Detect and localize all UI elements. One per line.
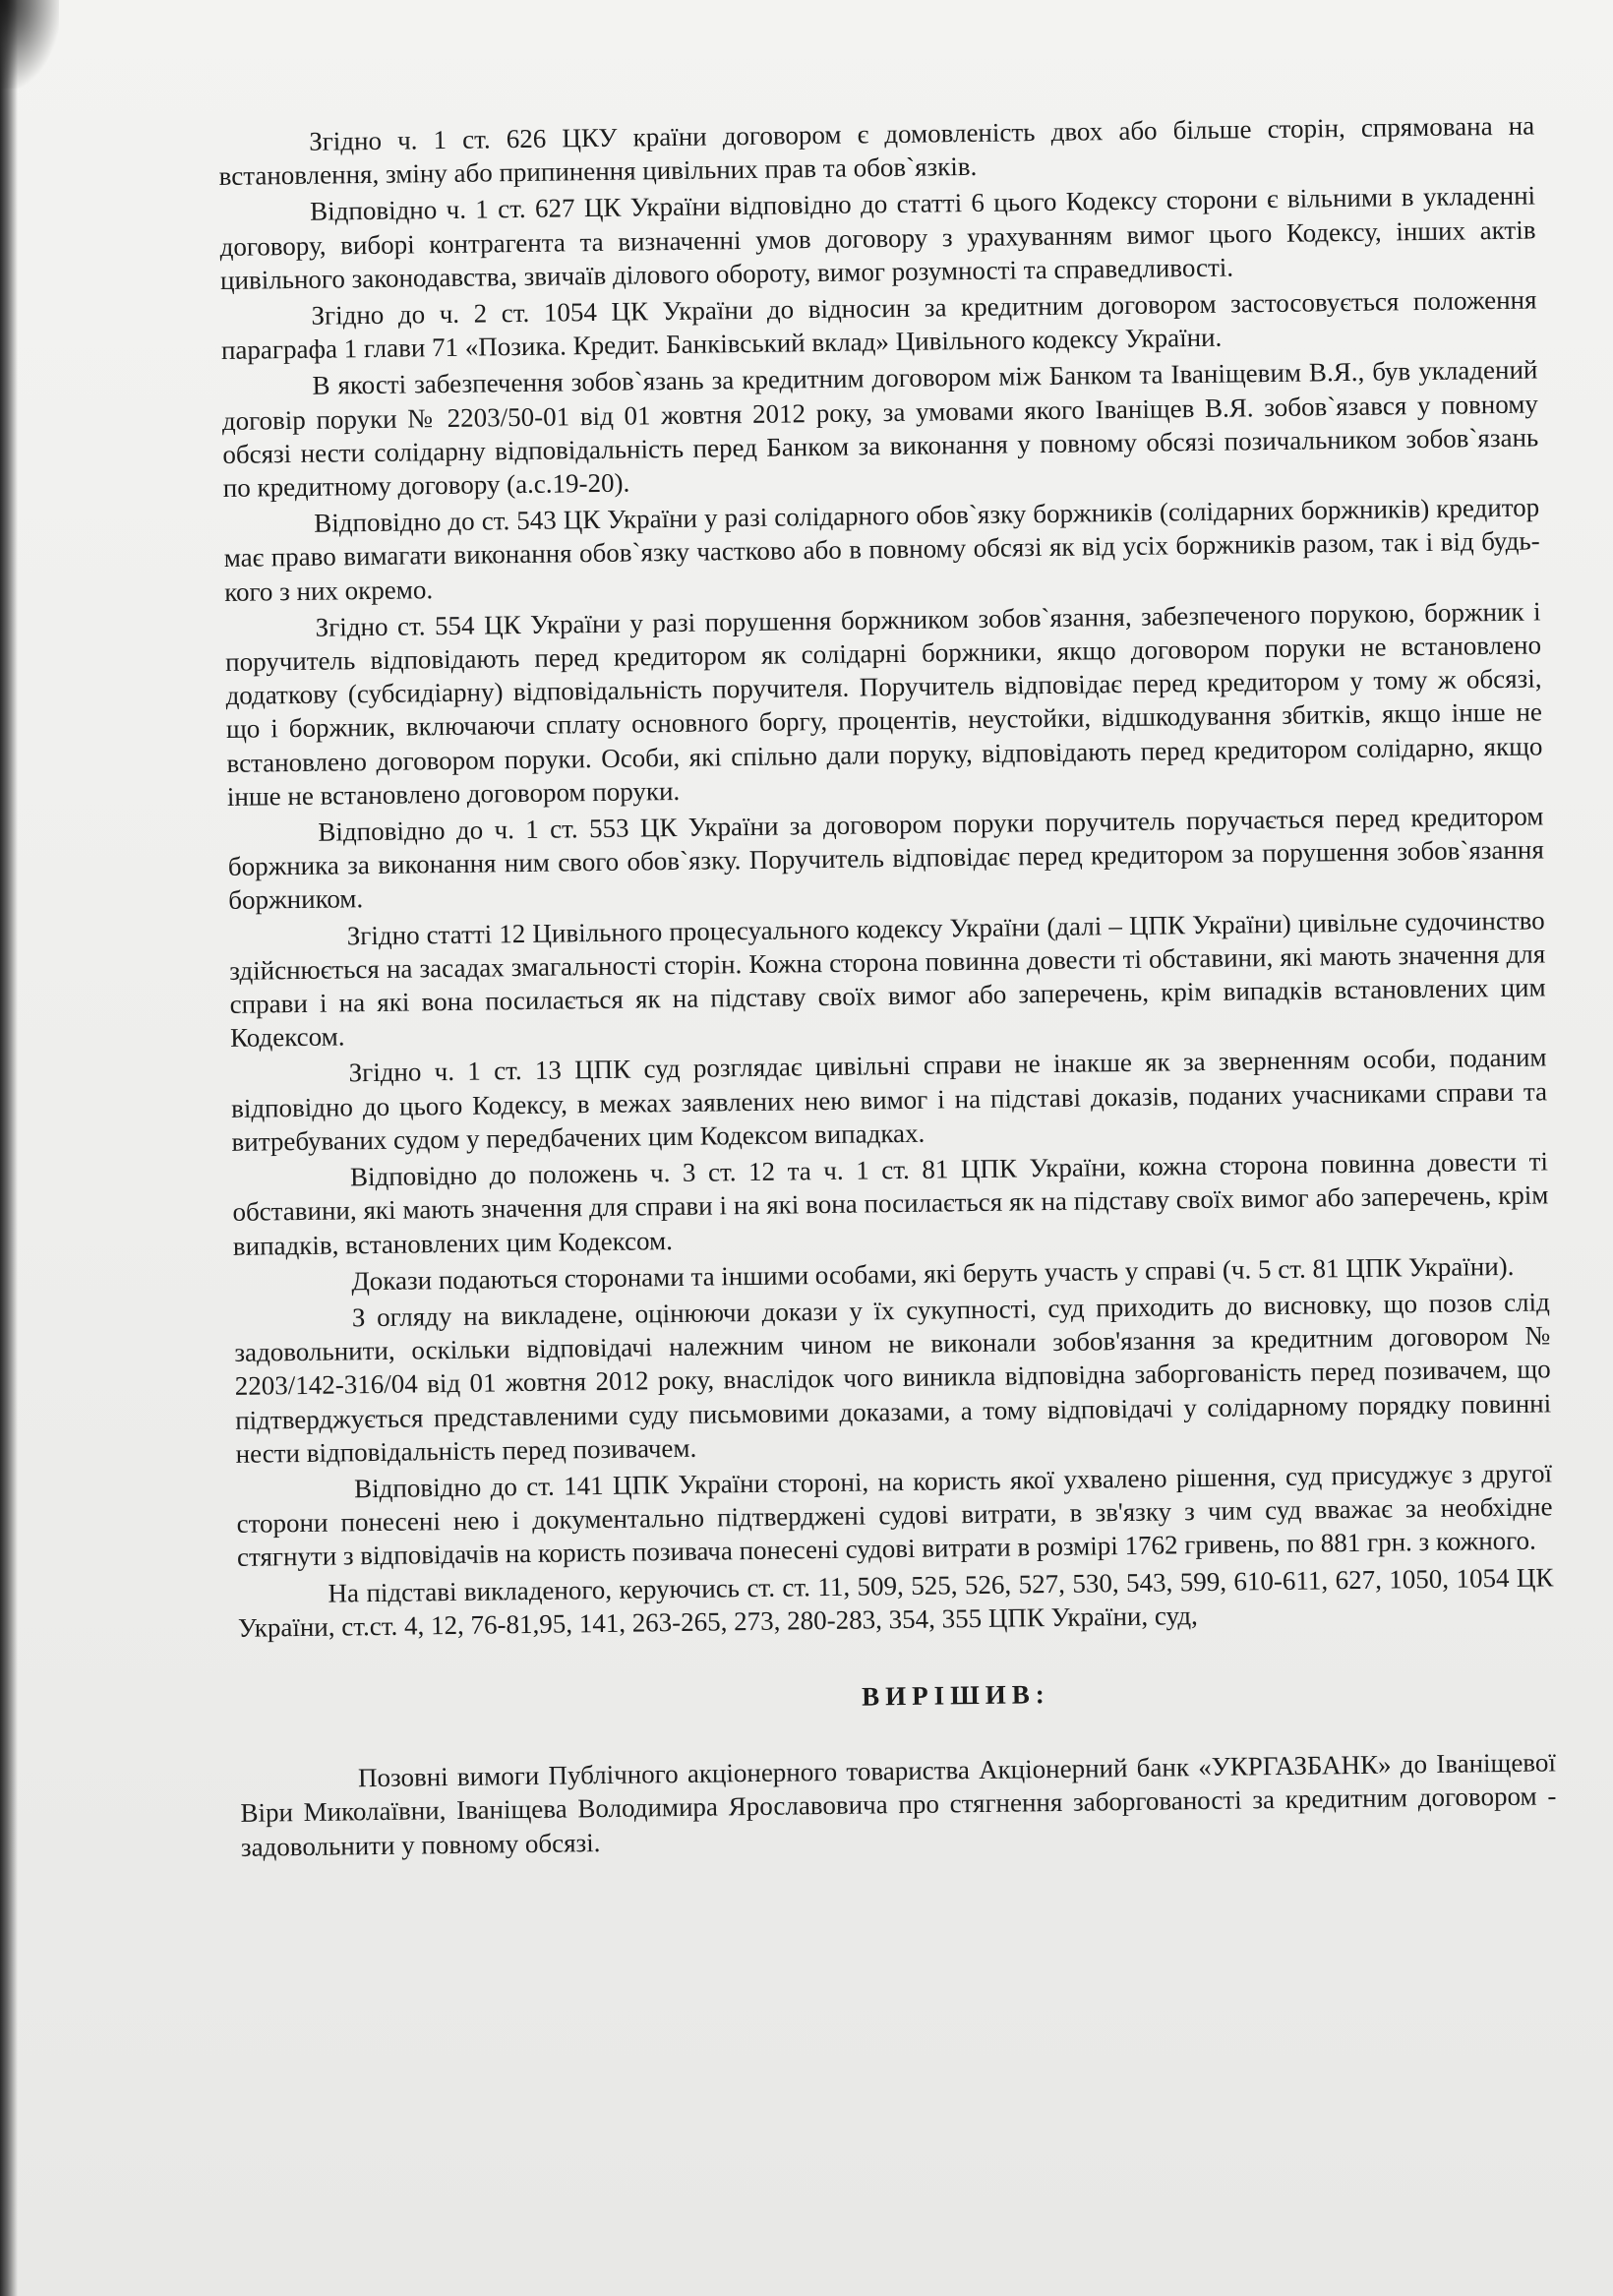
paragraph-court-costs: Відповідно до ст. 141 ЦПК України стороні, на користь якої ухвалено рішення, суд присуджує з другої сторони понесені нею і документально підтверджені судові витрати, в зв'язку з чим суд вважає за необхідне стягнути з відповідачів на користь позивача понесені судові витрати в розмірі 1762 гривень, по 881 грн. з кожного.	[236, 1458, 1553, 1573]
paragraph-legal-basis: На підставі викладеного, керуючись ст. ст. 11, 509, 525, 526, 527, 530, 543, 599, 610-611, 627, 1050, 1054 ЦК України, ст.ст. 4, 12, 76-81,95, 141, 263-265, 273, 280-283, 354, 355 ЦПК України, суд,	[237, 1561, 1554, 1643]
document-body	[218, 108, 1557, 1866]
paragraph-art-1054: Згідно до ч. 2 ст. 1054 ЦК України до відносин за кредитним договором застосовується положення параграфа 1 глави 71 «Позика. Кредит. Банківський вклад» Цивільного кодексу України.	[220, 284, 1537, 366]
paragraph-art-554: Згідно ст. 554 ЦК України у разі порушення боржником зобов`язання, забезпеченого порукою, боржник і поручитель відповідають перед кредитором як солідарні боржники, якщо договором поруки не встановлено додаткову (субсидіарну) відповідальність поручителя. Поручитель відповідає перед кредитором у тому ж обсязі, що і боржник, включаючи сплату основного боргу, процентів, неустойки, відшкодування збитків, якщо інше не встановлено договором поруки. Особи, які спільно дали поруку, відповідають перед кредитором солідарно, якщо інше не встановлено договором поруки.	[224, 596, 1543, 812]
paragraph-surety-contract: В якості забезпечення зобов`язань за кредитним договором між Банком та Іваніщевим В.Я., був укладений договір поруки № 2203/50-01 від 01 жовтня 2012 року, за умовами якого Іваніщев В.Я. зобов`язався у повному обсязі нести солідарну відповідальність перед Банком за виконання у повному обсязі позичальником зобов`язань по кредитному договору (а.с.19-20).	[221, 354, 1539, 503]
paragraph-cpc-art-12: Згідно статті 12 Цивільного процесуального кодексу України (далі – ЦПК України) цивільне судочинство здійснюється на засадах змагальності сторін. Кожна сторона повинна довести ті обставини, які мають значення для справи і на які вона посилається як на підставу своїх вимог або заперечень, крім випадків встановлених цим Кодексом.	[229, 905, 1546, 1054]
paragraph-cpc-art-13: Згідно ч. 1 ст. 13 ЦПК суд розглядає цивільні справи не інакше як за зверненням особи, поданим відповідно до цього Кодексу, в межах заявлених нею вимог і на підставі доказів, поданих учасниками справи та витребуваних судом у передбачених цим Кодексом випадках.	[230, 1042, 1548, 1157]
scan-shadow-corner	[0, 0, 59, 89]
paragraph-art-553: Відповідно до ч. 1 ст. 553 ЦК України за договором поруки поручитель поручається перед кредитором боржника за виконання ним свого обов`язку. Поручитель відповідає перед кредитором за порушення зобов`язання боржником.	[227, 801, 1544, 916]
scan-shadow-left	[0, 0, 18, 2296]
paragraph-art-627: Відповідно ч. 1 ст. 627 ЦК України відповідно до статті 6 цього Кодексу сторони є вільними в укладенні договору, виборі контрагента та визначенні умов договору з урахуванням вимог цього Кодексу, інших актів цивільного законодавства, звичаїв ділового обороту, вимог розумності та справедливості.	[219, 180, 1536, 295]
decision-heading: ВИРІШИВ:	[861, 1679, 1050, 1712]
paragraph-art-543: Відповідно до ст. 543 ЦК України у разі солідарного обов`язку боржників (солідарних боржників) кредитор має право вимагати виконання обов`язку частково або в повному обсязі як від усіх боржників разом, так і від будь-кого з них окремо.	[223, 492, 1540, 607]
paragraph-conclusion: З огляду на викладене, оцінюючи докази у їх сукупності, суд приходить до висновку, що позов слід задовольнити, оскільки відповідачі належним чином не виконали зобов'язання за кредитним договором № 2203/142-316/04 від 01 жовтня 2012 року, внаслідок чого виникла відповідна заборгованість перед позивачем, що підтверджується представленими суду письмовими доказами, а тому відповідачі у солідарному порядку повинні нести відповідальність перед позивачем.	[234, 1287, 1552, 1469]
paragraph-art-626: Згідно ч. 1 ст. 626 ЦКУ країни договором є домовленість двох або більше сторін, спрямована на встановлення, зміну або припинення цивільних прав та обов`язків.	[218, 110, 1535, 192]
decision-text: Позовні вимоги Публічного акціонерного товариства Акціонерний банк «УКРГАЗБАНК» до Іваніщевої Віри Миколаївни, Іваніщева Володимира Ярославовича про стягнення заборгованості за кредитним договором - задовольнити у повному обсязі.	[240, 1747, 1557, 1862]
paragraph-evidence: Докази подаються сторонами та іншими особами, які беруть участь у справі (ч. 5 ст. 81 ЦПК України).	[351, 1250, 1515, 1297]
paragraph-cpc-art-81: Відповідно до положень ч. 3 ст. 12 та ч. 1 ст. 81 ЦПК України, кожна сторона повинна довести ті обставини, які мають значення для справи і на які вона посилається як на підставу своїх вимог або заперечень, крім випадків, встановлених цим Кодексом.	[232, 1146, 1549, 1261]
